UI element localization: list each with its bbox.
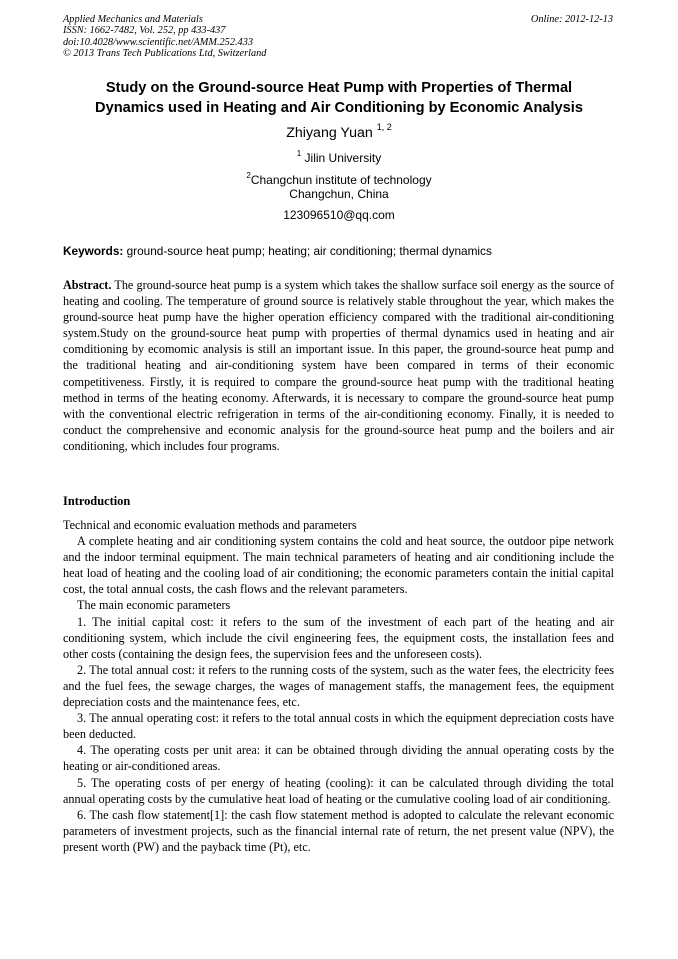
introduction-paragraph-1: A complete heating and air conditioning system contains the cold and heat source, the outdoor pipe network and the indoor terminal equipment. The main technical parameters of heating and air conditioning include the heat load of heating and the cooling load of air conditioning; the economic parameters contain the initial capital cost, the total annual costs, the cash flows and the relevant parameters. [63, 534, 614, 597]
affiliation-2-name: Changchun institute of technology [250, 173, 432, 187]
affiliation-1-name: Jilin University [304, 151, 382, 165]
parameter-item-2: 2. The total annual cost: it refers to the running costs of the system, such as the water fees, the electricity fees and the fuel fees, the sewage charges, the wages of management staffs, the management fees, the equipment depreciation costs and the maintenance fees, etc. [63, 662, 614, 710]
author-affiliation-marks: 1, 2 [376, 122, 392, 132]
introduction-subheading: Technical and economic evaluation methods and parameters [63, 518, 357, 532]
affiliation-2-mark: 2 [246, 171, 251, 180]
title-line-1: Study on the Ground-source Heat Pump with Properties of Thermal [105, 80, 573, 96]
introduction-body [63, 517, 614, 855]
affiliation-1-mark: 1 [296, 149, 302, 158]
online-date: Online: 2012-12-13 [530, 14, 613, 25]
paper-title [50, 79, 628, 118]
affiliation-2-location: Changchun, China [289, 187, 389, 201]
author-email: 123096510@qq.com [283, 208, 395, 222]
parameter-item-5: 5. The operating costs of per energy of heating (cooling): it can be calculated through dividing the total annual operating costs by the cumulative heat load of heating or the cumulative cooling load of air conditioning. [63, 775, 614, 806]
title-line-2: Dynamics used in Heating and Air Conditioning by Economic Analysis [95, 99, 583, 116]
affiliation-1 [0, 151, 678, 165]
introduction-heading: Introduction [63, 494, 131, 508]
keywords-label: Keywords: [63, 244, 124, 258]
author-name: Zhiyang Yuan [286, 125, 373, 141]
journal-header [63, 14, 266, 59]
abstract [63, 277, 614, 454]
affiliation-2 [0, 173, 678, 187]
parameter-item-6: 6. The cash flow statement[1]: the cash flow statement method is adopted to calculate the relevant economic parameters of investment projects, such as the financial internal rate of return, the net present value (NPV), the present worth (PW) and the payback time (Pt), etc. [63, 807, 614, 854]
keywords [63, 244, 492, 258]
parameter-item-3: 3. The annual operating cost: it refers to the total annual costs in which the equipment depreciation costs have been deducted. [63, 711, 614, 742]
abstract-label: Abstract. [63, 278, 112, 292]
journal-doi: doi:10.4028/www.scientific.net/AMM.252.433 [63, 36, 253, 48]
journal-issn: ISSN: 1662-7482, Vol. 252, pp 433-437 [63, 25, 226, 37]
parameter-item-1: 1. The initial capital cost: it refers to the sum of the investment of each part of the heating and air conditioning system, which include the civil engineering fees, the equipment costs, the installation fees and other costs (containing the design fees, the supervision fees and the unforeseen costs). [63, 614, 614, 661]
parameter-item-4: 4. The operating costs per unit area: it can be obtained through dividing the annual operating costs by the heating or air-conditioned areas. [63, 743, 614, 774]
author [0, 124, 678, 142]
abstract-text: The ground-source heat pump is a system which takes the shallow surface soil energy as the source of heating and cooling. The temperature of ground source is relatively stable throughout the year, which makes the ground-source heat pump have the higher operation efficiency compared with the traditional air-conditioning system.Study on the ground-source heat pump with properties of thermal dynamics used in heating and air comditioning by ecomomic analysis is still an important issue. In this paper, the ground-source heat pump and the traditional heating and air-conditioning system have been compared in terms of their economic competitiveness. Firstly, it is required to compare the ground-source heat pump with the traditional heating method in terms of the heating economy. Afterwards, it is necessary to compare the ground-source heat pump with the conventional electric refrigeration in terms of the air-conditioning economy. Finally, it is needed to conduct the comprehensive and economic analysis for the ground-source heat pump and the boilers and air conditioning, which includes four programs. [63, 278, 614, 453]
economic-parameters-heading: The main economic parameters [77, 598, 231, 613]
journal-name: Applied Mechanics and Materials [63, 14, 203, 25]
journal-copyright: © 2013 Trans Tech Publications Ltd, Switzerland [63, 47, 267, 59]
keywords-text: ground-source heat pump; heating; air conditioning; thermal dynamics [126, 244, 492, 258]
